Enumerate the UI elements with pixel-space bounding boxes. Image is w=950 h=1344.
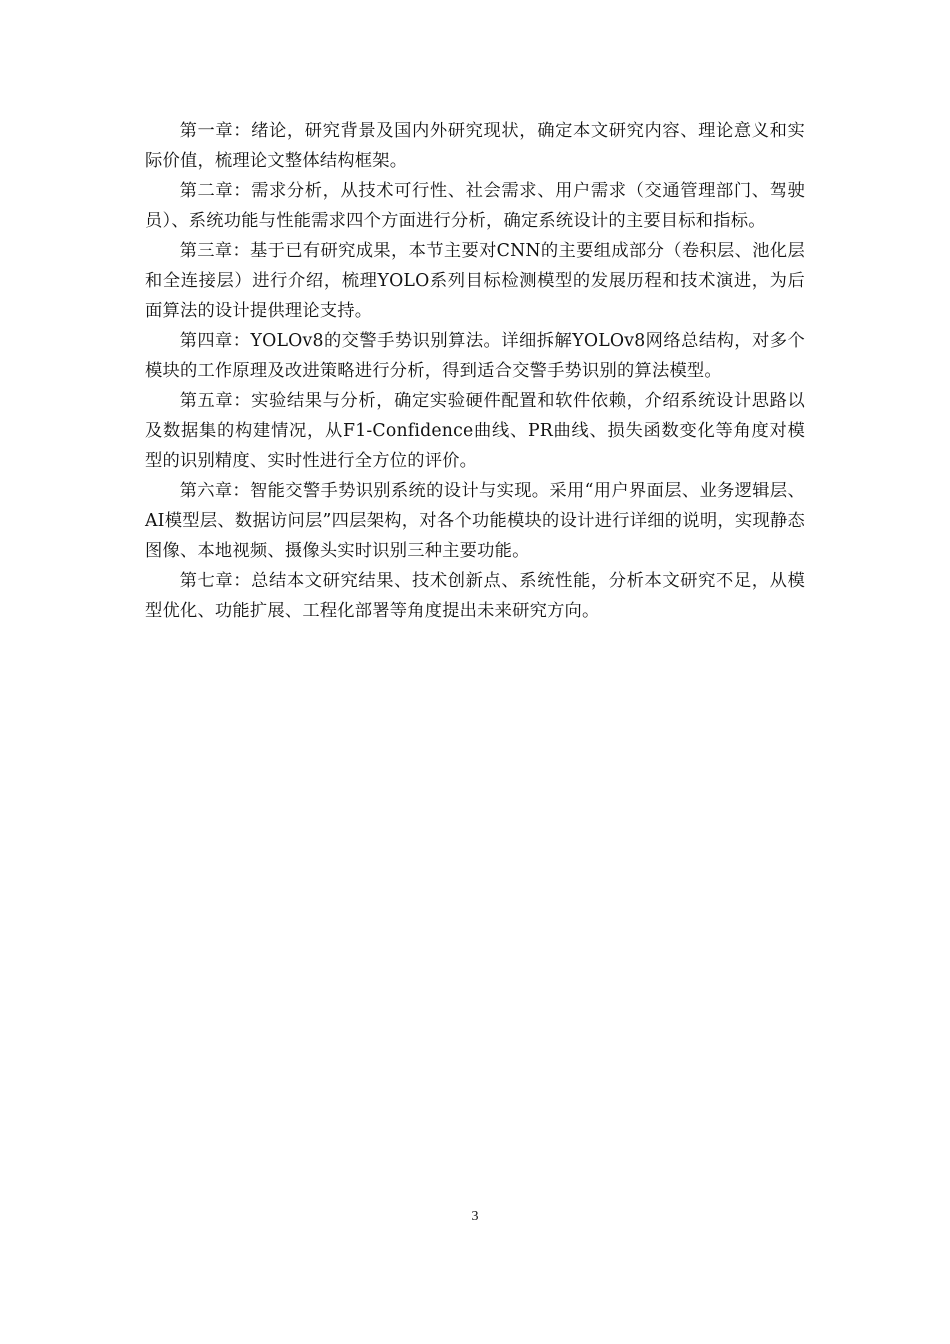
chapter-2-summary: 第二章：需求分析，从技术可行性、社会需求、用户需求（交通管理部门、驾驶员）、系统功能与性能需求四个方面进行分析，确定系统设计的主要目标和指标。 bbox=[145, 181, 805, 231]
chapter-5-summary: 第五章：实验结果与分析，确定实验硬件配置和软件依赖，介绍系统设计思路以及数据集的构建情况，从F1-Confidence曲线、PR曲线、损失函数变化等角度对模型的识别精度、实时性进行全方位的评价。 bbox=[145, 391, 805, 471]
page-number: 3 bbox=[471, 1209, 479, 1224]
chapter-4-summary: 第四章：YOLOv8的交警手势识别算法。详细拆解YOLOv8网络总结构，对多个模块的工作原理及改进策略进行分析，得到适合交警手势识别的算法模型。 bbox=[145, 331, 805, 381]
chapter-6-summary: 第六章：智能交警手势识别系统的设计与实现。采用“用户界面层、业务逻辑层、AI模型层、数据访问层”四层架构，对各个功能模块的设计进行详细的说明，实现静态图像、本地视频、摄像头实时识别三种主要功能。 bbox=[145, 481, 805, 561]
document-body bbox=[145, 116, 805, 626]
chapter-1-summary: 第一章：绪论，研究背景及国内外研究现状，确定本文研究内容、理论意义和实际价值，梳理论文整体结构框架。 bbox=[145, 121, 805, 171]
chapter-7-summary: 第七章：总结本文研究结果、技术创新点、系统性能，分析本文研究不足，从模型优化、功能扩展、工程化部署等角度提出未来研究方向。 bbox=[145, 571, 805, 621]
chapter-3-summary: 第三章：基于已有研究成果，本节主要对CNN的主要组成部分（卷积层、池化层和全连接层）进行介绍，梳理YOLO系列目标检测模型的发展历程和技术演进，为后面算法的设计提供理论支持。 bbox=[145, 241, 805, 321]
